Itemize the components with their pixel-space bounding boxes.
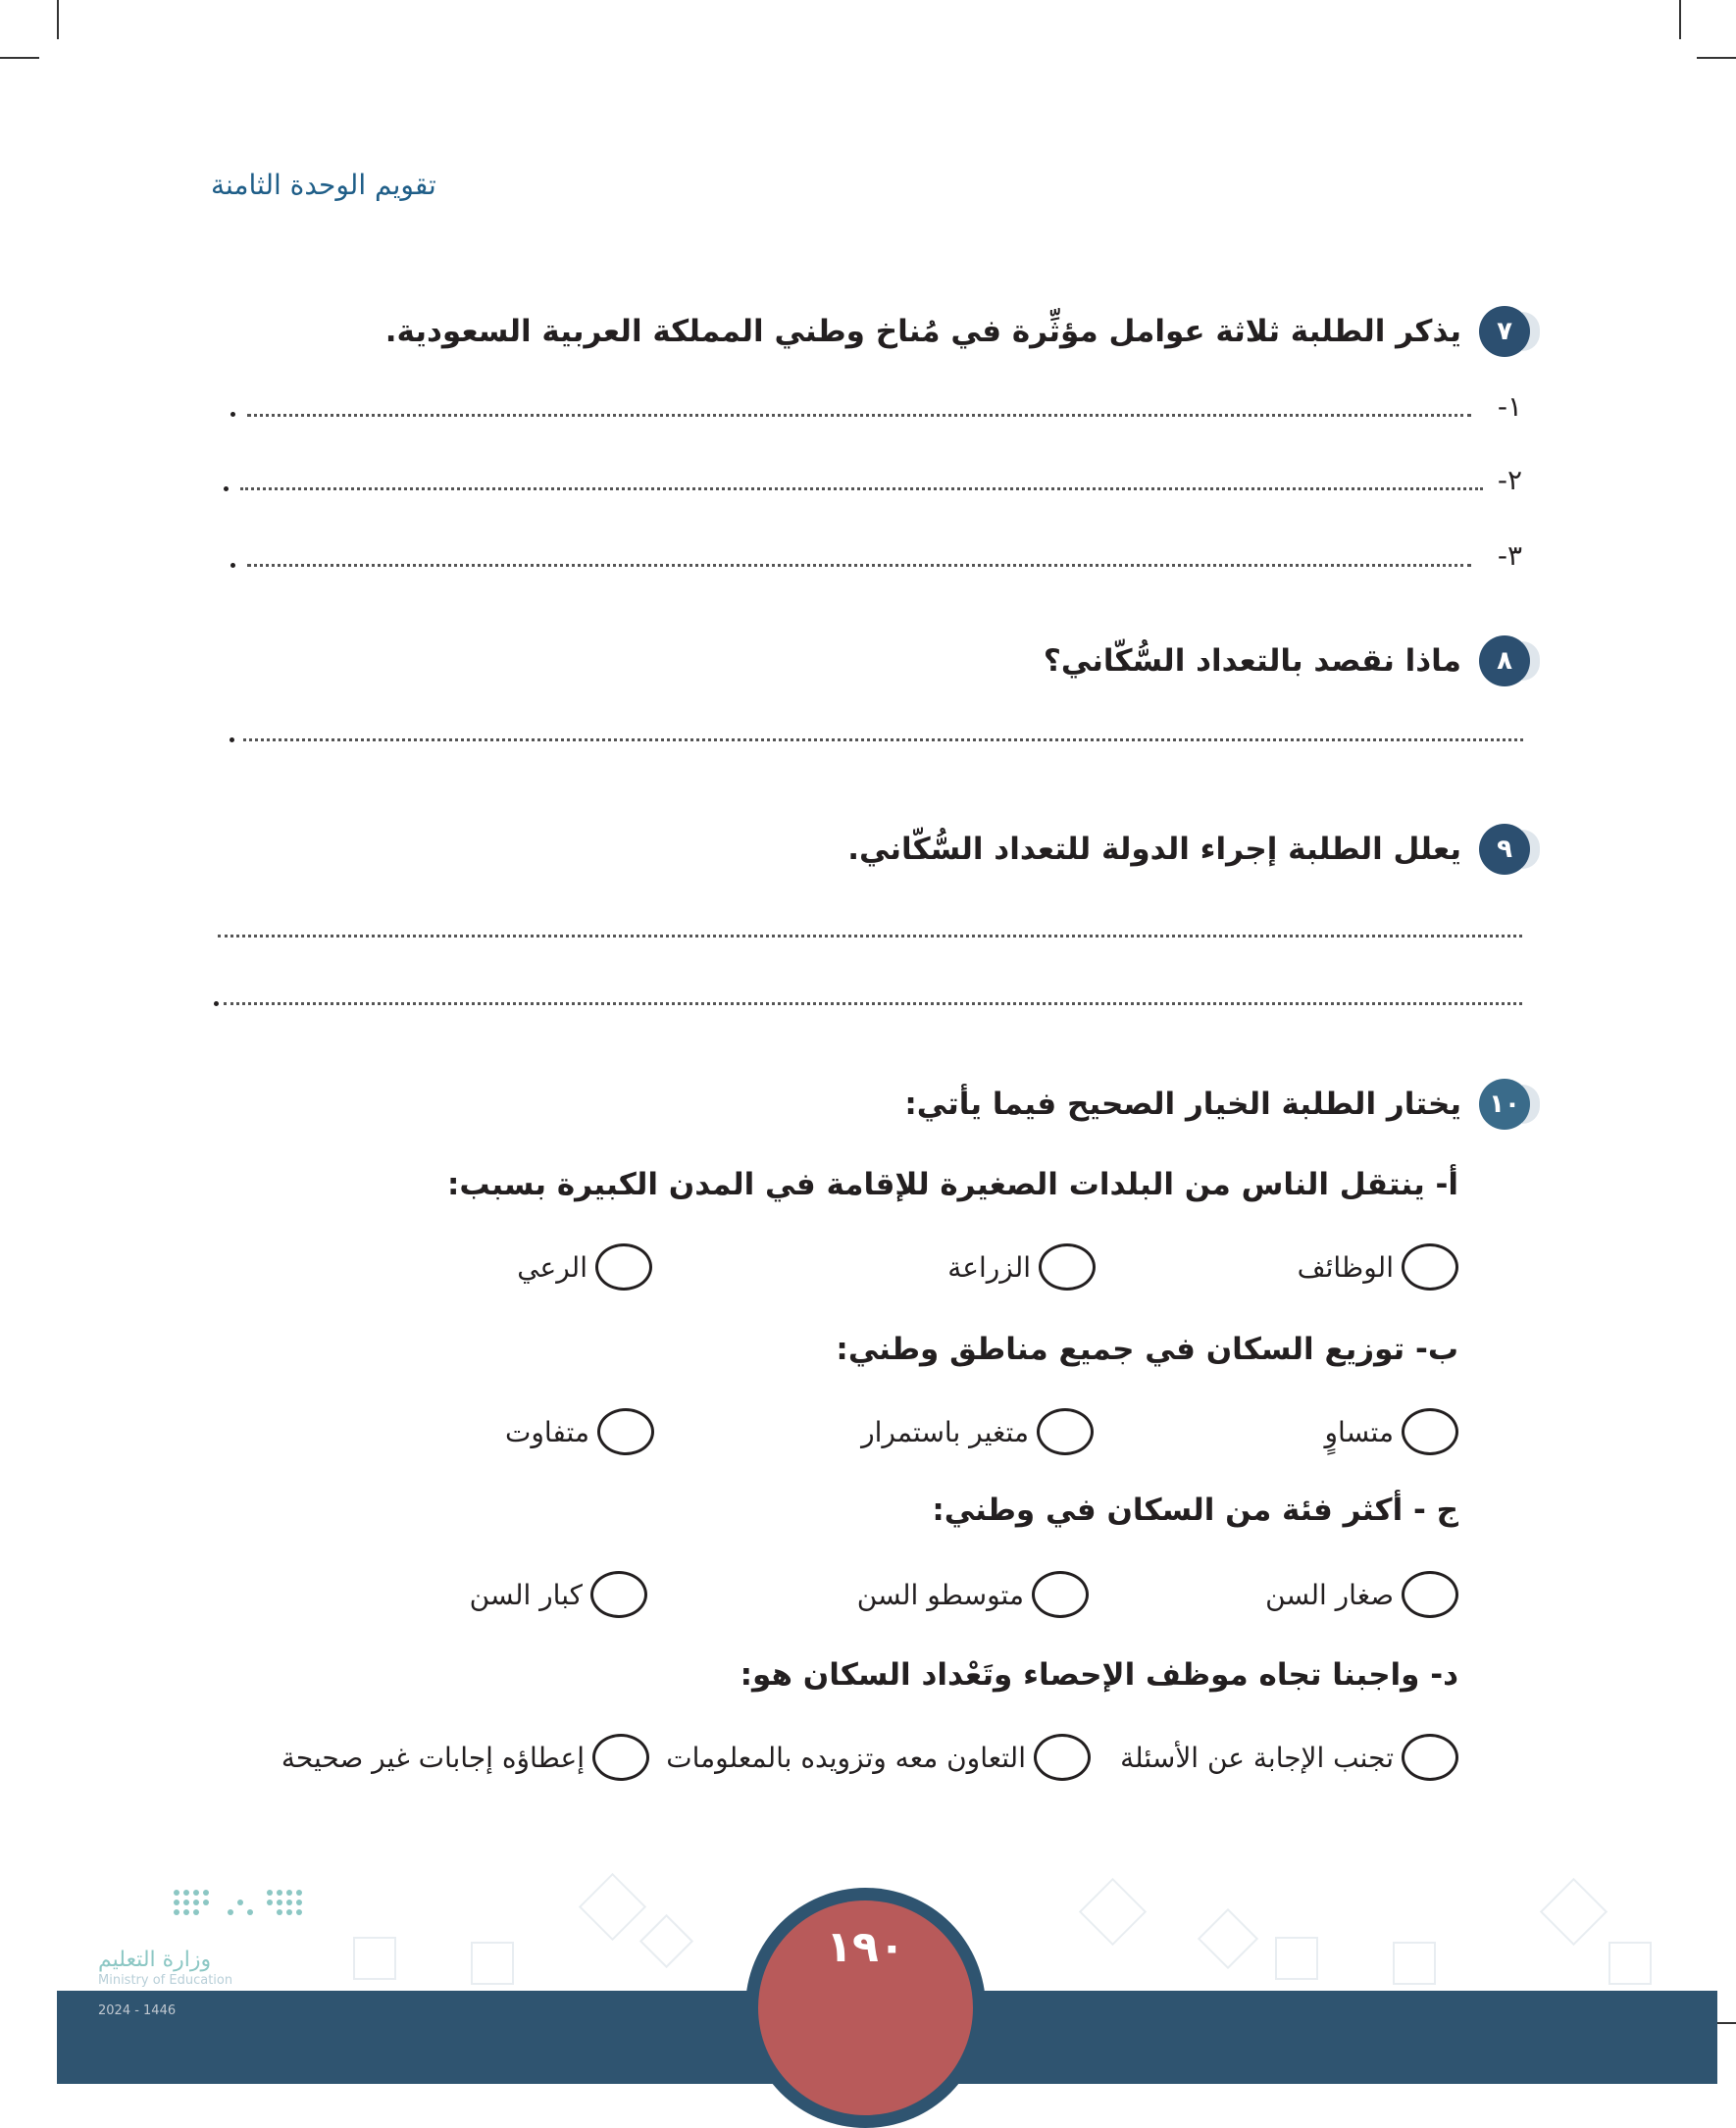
question-number-badge: ٩ xyxy=(1479,824,1530,875)
question-text: يذكر الطلبة ثلاثة عوامل مؤثِّرة في مُناخ وطني المملكة العربية السعودية. xyxy=(384,314,1461,349)
radio-circle[interactable] xyxy=(1402,1408,1458,1455)
radio-circle[interactable] xyxy=(1032,1571,1089,1618)
decor-diamond xyxy=(1198,1908,1258,1969)
question-number-badge: ٨ xyxy=(1479,635,1530,686)
radio-circle[interactable] xyxy=(1039,1243,1096,1291)
decor-square xyxy=(353,1937,396,1980)
answer-line[interactable] xyxy=(247,564,1471,567)
option-a2[interactable] xyxy=(947,1243,1096,1291)
option-d3[interactable] xyxy=(281,1734,649,1781)
option-label: كبار السن xyxy=(469,1578,583,1611)
crop-mark xyxy=(1697,57,1736,59)
question-7 xyxy=(385,306,1530,357)
unit-title: تقويم الوحدة الثامنة xyxy=(211,169,436,201)
decor-diamond xyxy=(1540,1878,1608,1946)
question-10 xyxy=(904,1079,1530,1130)
option-label: التعاون معه وتزويده بالمعلومات xyxy=(666,1741,1026,1774)
answer-line-label: ٢- xyxy=(1497,464,1522,496)
answer-line-label: ١- xyxy=(1497,390,1522,423)
ministry-logo-icon xyxy=(172,1885,319,1934)
option-a1[interactable] xyxy=(1298,1243,1458,1291)
line-end-dot xyxy=(230,737,234,742)
decor-square xyxy=(1393,1942,1436,1985)
edition-year: 2024 - 1446 xyxy=(98,2003,177,2018)
question-number-badge: ١٠ xyxy=(1479,1079,1530,1130)
option-a3[interactable] xyxy=(517,1243,652,1291)
radio-circle[interactable] xyxy=(1402,1243,1458,1291)
page-number: ١٩٠ xyxy=(826,1922,905,1972)
answer-line-label: ٣- xyxy=(1497,539,1522,572)
question-9 xyxy=(847,824,1530,875)
answer-line[interactable] xyxy=(240,487,1483,490)
radio-circle[interactable] xyxy=(592,1734,649,1781)
line-end-dot xyxy=(224,486,229,491)
question-8 xyxy=(1044,635,1530,686)
decor-diamond xyxy=(639,1914,693,1968)
radio-circle[interactable] xyxy=(1034,1734,1091,1781)
option-c3[interactable] xyxy=(470,1571,647,1618)
sub-question-d: د- واجبنا تجاه موظف الإحصاء وتَعْداد السكان هو: xyxy=(740,1657,1458,1693)
radio-circle[interactable] xyxy=(595,1243,652,1291)
sub-question-c: ج - أكثر فئة من السكان في وطني: xyxy=(932,1493,1458,1528)
option-b2[interactable] xyxy=(861,1408,1094,1455)
ministry-name-en: Ministry of Education xyxy=(98,1973,233,1988)
decor-square xyxy=(1275,1937,1318,1980)
sub-question-a: أ- ينتقل الناس من البلدات الصغيرة للإقامة في المدن الكبيرة بسبب: xyxy=(446,1167,1458,1202)
question-number-badge: ٧ xyxy=(1479,306,1530,357)
option-label: متفاوت xyxy=(504,1415,589,1448)
radio-circle[interactable] xyxy=(1402,1571,1458,1618)
crop-mark xyxy=(1679,0,1681,39)
radio-circle[interactable] xyxy=(1037,1408,1094,1455)
radio-circle[interactable] xyxy=(1402,1734,1458,1781)
option-d1[interactable] xyxy=(1120,1734,1458,1781)
answer-line[interactable] xyxy=(224,1002,1522,1005)
decor-square xyxy=(471,1942,514,1985)
option-label: الوظائف xyxy=(1297,1250,1394,1284)
option-label: متغير باستمرار xyxy=(861,1415,1029,1448)
option-label: صغار السن xyxy=(1265,1578,1394,1611)
option-b1[interactable] xyxy=(1325,1408,1458,1455)
decor-diamond xyxy=(1079,1878,1147,1946)
option-label: متوسطو السن xyxy=(856,1578,1024,1611)
crop-mark xyxy=(0,57,39,59)
decor-diamond xyxy=(579,1873,646,1941)
option-b3[interactable] xyxy=(505,1408,654,1455)
option-label: تجنب الإجابة عن الأسئلة xyxy=(1120,1741,1394,1774)
radio-circle[interactable] xyxy=(597,1408,654,1455)
answer-line[interactable] xyxy=(243,738,1523,741)
sub-question-b: ب- توزيع السكان في جميع مناطق وطني: xyxy=(836,1332,1458,1367)
option-label: متساوٍ xyxy=(1324,1415,1394,1448)
line-end-dot xyxy=(230,412,235,417)
radio-circle[interactable] xyxy=(590,1571,647,1618)
option-label: إعطاؤه إجابات غير صحيحة xyxy=(281,1741,585,1774)
ministry-name: وزارة التعليم xyxy=(98,1948,212,1972)
option-c1[interactable] xyxy=(1265,1571,1458,1618)
line-end-dot xyxy=(214,1001,219,1006)
option-label: الرعي xyxy=(517,1250,587,1284)
answer-line[interactable] xyxy=(247,414,1471,417)
decor-square xyxy=(1608,1942,1652,1985)
option-label: الزراعة xyxy=(947,1250,1031,1284)
option-c2[interactable] xyxy=(857,1571,1089,1618)
option-d2[interactable] xyxy=(666,1734,1091,1781)
answer-line[interactable] xyxy=(218,935,1522,937)
line-end-dot xyxy=(230,563,235,568)
question-text: ماذا نقصد بالتعداد السُّكّاني؟ xyxy=(1043,643,1461,679)
question-text: يعلل الطلبة إجراء الدولة للتعداد السُّكّاني. xyxy=(847,832,1461,867)
question-text: يختار الطلبة الخيار الصحيح فيما يأتي: xyxy=(904,1087,1461,1122)
crop-mark xyxy=(57,0,59,39)
